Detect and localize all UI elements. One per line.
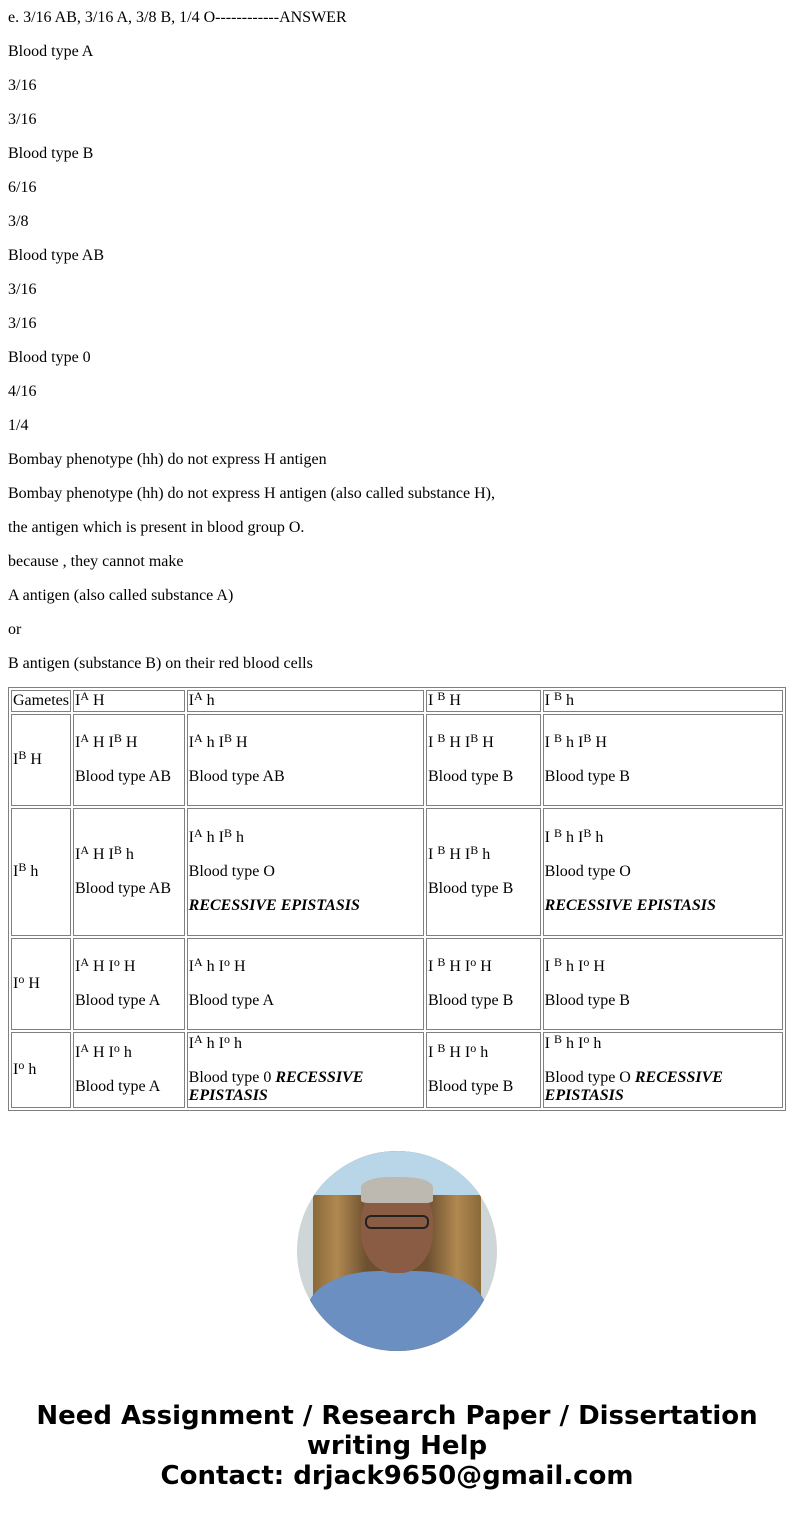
genotype-text: H I: [88, 958, 114, 975]
phenotype: [428, 992, 539, 1010]
genotype: [427, 1041, 539, 1062]
blood-type: Blood type B: [544, 992, 630, 1009]
allele-superscript: o: [583, 955, 590, 969]
genotype-text: I: [427, 1044, 438, 1061]
genotype-text: h I: [561, 958, 584, 975]
genotype-cell: [73, 808, 185, 936]
allele-superscript: A: [80, 955, 89, 969]
recessive-epistasis-label: RECESSIVE EPISTASIS: [544, 1069, 723, 1104]
allele-superscript: o: [18, 1058, 25, 1072]
genotype-text: I: [188, 958, 194, 975]
gamete-text: I: [13, 863, 19, 880]
blood-type: Blood type O: [544, 1069, 635, 1086]
genotype-text: H: [232, 734, 248, 751]
blood-type: Blood type AB: [74, 880, 171, 897]
allele-superscript: A: [193, 826, 203, 840]
blood-type: Blood type B: [427, 1078, 514, 1095]
header-cell: [543, 690, 783, 712]
blood-type: Blood type A: [74, 992, 161, 1009]
allele-superscript: B: [553, 826, 562, 840]
genotype-text: H: [476, 958, 492, 975]
allele-superscript: B: [437, 731, 446, 745]
genotype-cell: [543, 938, 783, 1030]
blood-type: Blood type 0: [188, 1069, 276, 1086]
genotype: [544, 826, 781, 847]
genotype-cell: [426, 808, 541, 936]
allele-superscript: A: [80, 1041, 89, 1055]
header-row: [11, 690, 783, 712]
table-row: [11, 1032, 783, 1108]
phenotype: [428, 1078, 539, 1096]
text-line: 3/16: [8, 315, 37, 332]
gamete-cell: [11, 1032, 71, 1108]
genotype: [74, 955, 183, 976]
gamete-text: h: [26, 863, 39, 880]
allele-superscript: A: [80, 731, 89, 745]
gamete-text: h: [202, 692, 215, 709]
genotype-cell: [426, 714, 541, 806]
allele-superscript: B: [553, 731, 562, 745]
allele-superscript: B: [18, 860, 27, 874]
punnett-square-table: [8, 687, 786, 1111]
genotype-text: H: [229, 958, 246, 975]
genotype: [427, 731, 539, 752]
allele-superscript: o: [470, 1041, 477, 1055]
allele-superscript: B: [437, 843, 446, 857]
allele-superscript: o: [583, 1032, 590, 1046]
gamete-cell: [11, 808, 71, 936]
blood-type: Blood type AB: [188, 768, 285, 785]
genotype-cell: [187, 1032, 424, 1108]
text-line: or: [8, 621, 22, 638]
allele-superscript: o: [113, 1041, 120, 1055]
allele-superscript: o: [470, 955, 477, 969]
footer-help-text: Need Assignment / Research Paper / Dissertation writing Help: [36, 1401, 758, 1461]
text-line: B antigen (substance B) on their red blood cells: [8, 655, 313, 672]
genotype-text: H I: [88, 846, 114, 863]
allele-superscript: B: [437, 1041, 446, 1055]
phenotype: [428, 768, 539, 786]
genotype-cell: [187, 714, 424, 806]
allele-superscript: A: [193, 955, 203, 969]
allele-superscript: A: [193, 1032, 203, 1046]
allele-superscript: B: [553, 689, 562, 703]
phenotype: [545, 1069, 781, 1105]
allele-superscript: B: [223, 826, 232, 840]
phenotype: [189, 863, 422, 881]
genotype: [544, 731, 781, 752]
phenotype: [75, 992, 183, 1010]
recessive-epistasis: [189, 897, 422, 915]
allele-superscript: B: [113, 731, 122, 745]
allele-superscript: B: [470, 731, 479, 745]
genotype-text: h I: [561, 829, 584, 846]
header-cell: [73, 690, 185, 712]
genotype-text: H: [478, 734, 494, 751]
genotype-text: h I: [561, 1035, 584, 1052]
recessive-epistasis-label: RECESSIVE EPISTASIS: [544, 897, 716, 914]
blood-type: Blood type A: [74, 1078, 161, 1095]
genotype-cell: [73, 1032, 185, 1108]
allele-superscript: B: [223, 731, 232, 745]
blood-type: Blood type A: [188, 992, 274, 1009]
text-line: 6/16: [8, 179, 37, 196]
gamete-text: I: [188, 692, 194, 709]
genotype-text: I: [427, 958, 438, 975]
genotype-text: h: [476, 1044, 489, 1061]
gamete-cell: [11, 714, 71, 806]
genotype: [188, 826, 422, 847]
genotype-text: I: [427, 846, 438, 863]
genotype-text: H: [589, 958, 605, 975]
footer-contact: Contact: drjack9650@gmail.com: [160, 1461, 634, 1491]
genotype-text: h: [589, 1035, 602, 1052]
gamete-text: H: [88, 692, 105, 709]
phenotype: [189, 768, 422, 786]
phenotype: [75, 768, 183, 786]
allele-superscript: B: [553, 955, 562, 969]
allele-superscript: o: [223, 1032, 230, 1046]
genotype-text: h: [121, 846, 134, 863]
genotype-text: h: [478, 846, 491, 863]
gamete-text: I: [13, 1061, 19, 1078]
phenotype: [545, 863, 781, 881]
text-line: e. 3/16 AB, 3/16 A, 3/8 B, 1/4 O------------ANSWER: [8, 9, 347, 26]
genotype-text: h: [232, 829, 244, 846]
genotype-cell: [73, 714, 185, 806]
text-line: A antigen (also called substance A): [8, 587, 234, 604]
genotype: [188, 1032, 422, 1053]
genotype-text: h I: [202, 958, 224, 975]
blood-type: Blood type O: [544, 863, 631, 880]
genotype-text: I: [544, 958, 554, 975]
gamete-text: H: [24, 975, 40, 992]
blood-type: Blood type O: [188, 863, 275, 880]
allele-superscript: B: [553, 1032, 562, 1046]
genotype-text: I: [188, 734, 194, 751]
genotype-text: H I: [445, 1044, 471, 1061]
table-row: [11, 808, 783, 936]
genotype-text: h I: [202, 1035, 224, 1052]
gamete-text: Gametes: [13, 692, 69, 709]
allele-superscript: o: [223, 955, 230, 969]
genotype: [74, 843, 183, 864]
genotype: [544, 1032, 781, 1053]
blood-type: Blood type B: [427, 880, 514, 897]
allele-superscript: B: [437, 955, 446, 969]
genotype-text: h: [119, 1044, 132, 1061]
genotype: [74, 1041, 183, 1062]
genotype: [544, 955, 781, 976]
gamete-text: I: [13, 751, 19, 768]
genotype-cell: [543, 808, 783, 936]
header-cell: [426, 690, 541, 712]
phenotype: [189, 1069, 422, 1105]
allele-superscript: B: [470, 843, 479, 857]
text-line: Blood type 0: [8, 349, 91, 366]
header-cell: [187, 690, 424, 712]
genotype-text: I: [74, 734, 81, 751]
phenotype: [75, 1078, 183, 1096]
allele-superscript: A: [193, 731, 203, 745]
recessive-epistasis-label: RECESSIVE EPISTASIS: [188, 897, 360, 914]
text-line: Bombay phenotype (hh) do not express H antigen: [8, 451, 327, 468]
genotype: [188, 955, 422, 976]
blood-type: Blood type AB: [74, 768, 171, 785]
genotype-text: I: [74, 1044, 81, 1061]
table-row: [11, 714, 783, 806]
genotype-text: I: [74, 958, 81, 975]
gamete-text: h: [24, 1061, 37, 1078]
text-line: Bombay phenotype (hh) do not express H antigen (also called substance H),: [8, 485, 495, 502]
genotype-text: I: [427, 734, 438, 751]
genotype-text: H I: [445, 734, 471, 751]
table-row: [11, 938, 783, 1030]
text-line: 3/16: [8, 111, 37, 128]
genotype-text: I: [188, 829, 194, 846]
phenotype: [545, 768, 781, 786]
recessive-epistasis-label: RECESSIVE EPISTASIS: [188, 1069, 364, 1104]
genotype-text: I: [544, 1035, 554, 1052]
genotype-text: h I: [202, 829, 224, 846]
allele-superscript: B: [437, 689, 446, 703]
blood-type: Blood type B: [427, 768, 514, 785]
genotype-text: H I: [445, 846, 471, 863]
answer-text: [8, 9, 786, 673]
text-line: 3/16: [8, 281, 37, 298]
allele-superscript: A: [193, 689, 203, 703]
phenotype: [75, 880, 183, 898]
genotype: [74, 731, 183, 752]
recessive-epistasis: [545, 897, 781, 915]
genotype: [188, 731, 422, 752]
genotype-cell: [426, 938, 541, 1030]
allele-superscript: B: [113, 843, 122, 857]
genotype-cell: [187, 808, 424, 936]
genotype-text: H: [121, 734, 138, 751]
allele-superscript: B: [583, 731, 592, 745]
allele-superscript: B: [18, 748, 27, 762]
genotype-text: h I: [561, 734, 584, 751]
genotype: [427, 843, 539, 864]
gamete-text: I: [74, 692, 81, 709]
genotype-text: I: [74, 846, 81, 863]
genotype-cell: [543, 1032, 783, 1108]
phenotype: [428, 880, 539, 898]
blood-type: Blood type B: [427, 992, 514, 1009]
genotype-text: H: [591, 734, 607, 751]
phenotype: [545, 992, 781, 1010]
allele-superscript: o: [113, 955, 120, 969]
genotype-cell: [543, 714, 783, 806]
text-line: 3/16: [8, 77, 37, 94]
genotype-text: I: [188, 1035, 194, 1052]
text-line: because , they cannot make: [8, 553, 184, 570]
text-line: Blood type B: [8, 145, 94, 162]
author-photo: [297, 1151, 497, 1351]
genotype-cell: [426, 1032, 541, 1108]
text-line: Blood type A: [8, 43, 94, 60]
text-line: 1/4: [8, 417, 29, 434]
phenotype: [189, 992, 422, 1010]
gamete-text: H: [26, 751, 42, 768]
text-line: 4/16: [8, 383, 37, 400]
text-line: the antigen which is present in blood group O.: [8, 519, 305, 536]
genotype-text: h: [591, 829, 604, 846]
genotype-cell: [73, 938, 185, 1030]
genotype-text: I: [544, 829, 554, 846]
genotype-text: H: [119, 958, 136, 975]
genotype-text: h I: [202, 734, 224, 751]
gamete-text: H: [445, 692, 461, 709]
gamete-text: h: [561, 692, 574, 709]
genotype-text: H I: [88, 1044, 114, 1061]
footer-ad: [8, 1401, 786, 1491]
allele-superscript: A: [80, 689, 89, 703]
genotype-text: H I: [88, 734, 114, 751]
genotype-cell: [187, 938, 424, 1030]
genotype: [427, 955, 539, 976]
gamete-text: I: [544, 692, 554, 709]
allele-superscript: B: [583, 826, 592, 840]
text-line: Blood type AB: [8, 247, 105, 264]
text-line: 3/8: [8, 213, 29, 230]
gamete-cell: [11, 938, 71, 1030]
gamete-text: I: [13, 975, 19, 992]
allele-superscript: A: [80, 843, 89, 857]
genotype-text: H I: [445, 958, 471, 975]
blood-type: Blood type B: [544, 768, 630, 785]
gamete-text: I: [427, 692, 438, 709]
allele-superscript: o: [18, 972, 25, 986]
genotype-text: I: [544, 734, 554, 751]
header-cell: [11, 690, 71, 712]
genotype-text: h: [229, 1035, 242, 1052]
